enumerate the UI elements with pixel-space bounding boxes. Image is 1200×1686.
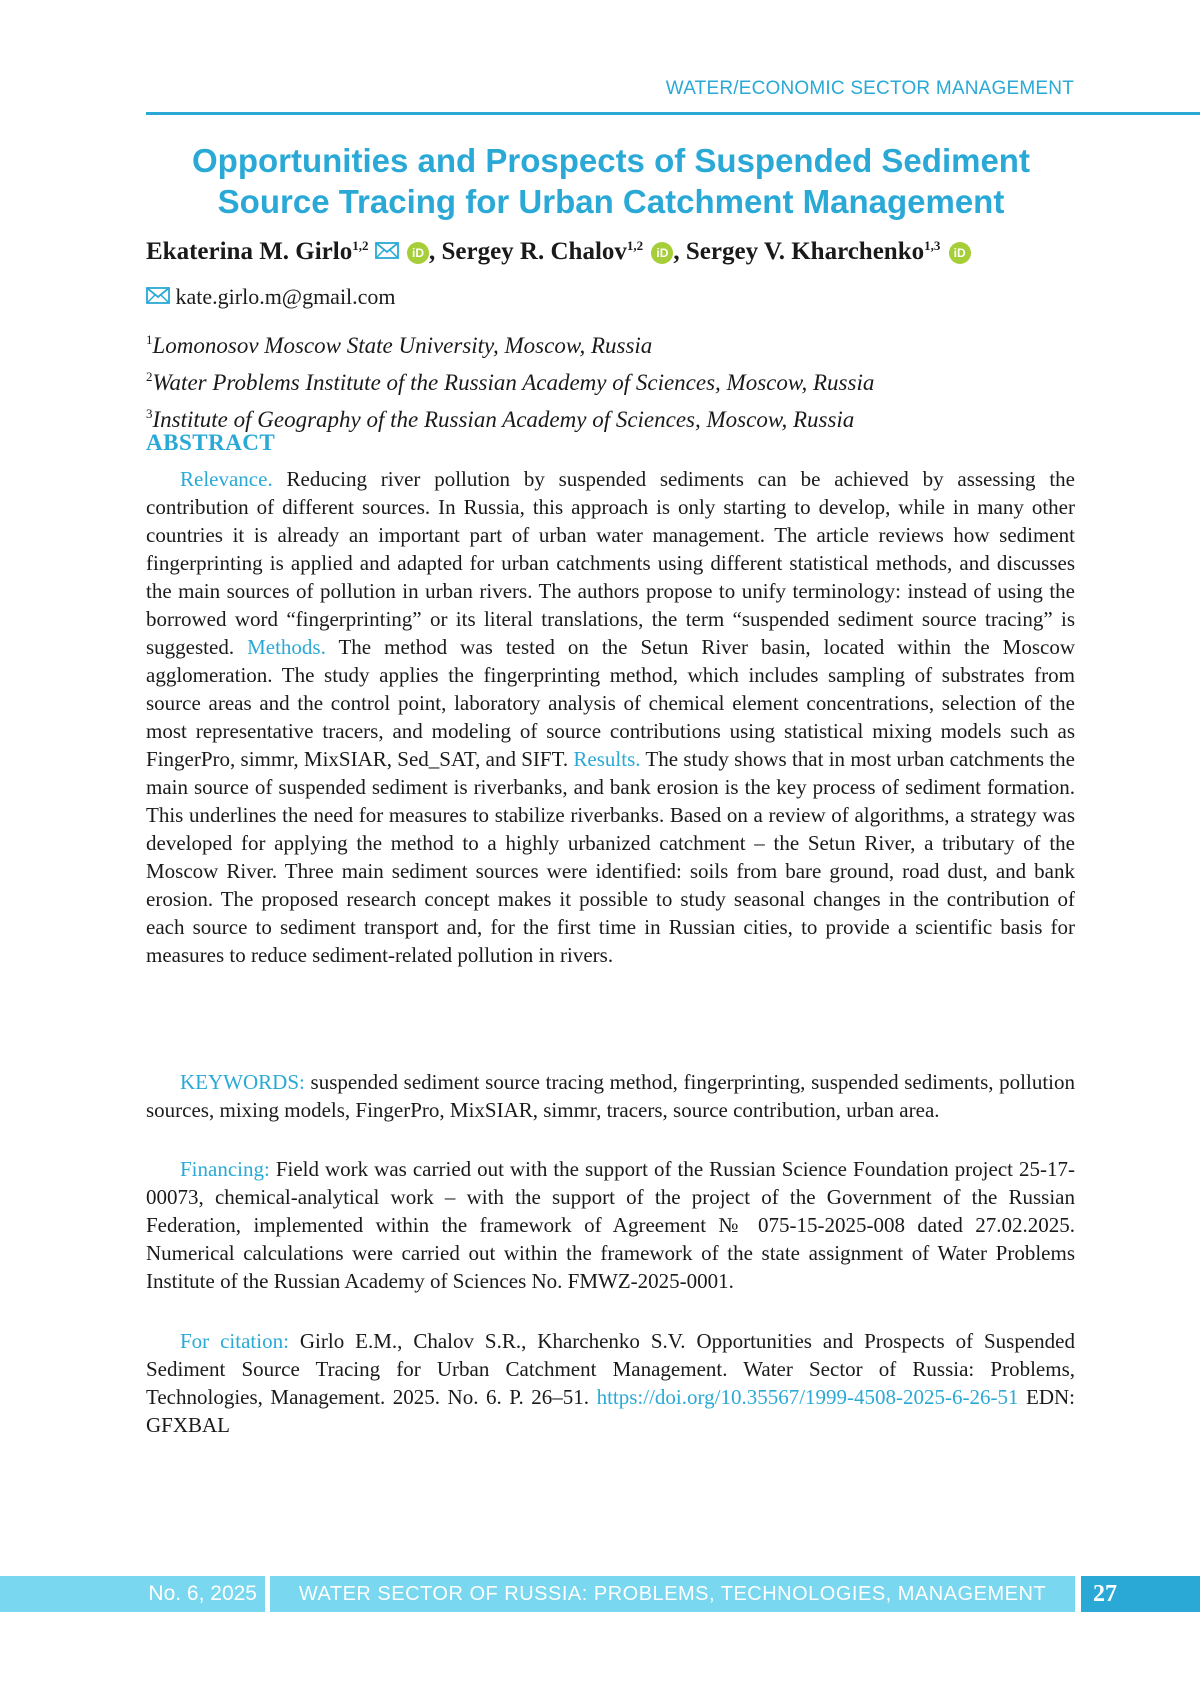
doi-link[interactable]: https://doi.org/10.35567/1999-4508-2025-6-26-51: [596, 1385, 1019, 1409]
section-header: [146, 78, 1200, 115]
mail-icon[interactable]: [375, 242, 399, 259]
keywords-label: KEYWORDS:: [180, 1070, 305, 1094]
abstract-heading: ABSTRACT: [146, 430, 276, 455]
author-name: Ekaterina M. Girlo: [146, 238, 353, 265]
author-affil: 1,3: [924, 238, 941, 253]
keywords: KEYWORDS: suspended sediment source tracing method, fingerprinting, suspended sediments, pollution sources, mixing models, FingerPro, MixSIAR, simmr, tracers, source contribution, urban area.: [146, 1070, 1075, 1122]
title-line-2: Source Tracing for Urban Catchment Management: [217, 183, 1005, 220]
edn-id: EDN: GFXBAL: [146, 1385, 1075, 1437]
page-number: 27: [1081, 1576, 1200, 1612]
financing-label: Financing:: [180, 1157, 270, 1181]
affiliation-item: $^1$Lomonosov Moscow State University, Moscow, Russia: [146, 332, 653, 358]
affiliation-item: $^3$Institute of Geography of the Russian Academy of Sciences, Moscow, Russia: [146, 406, 855, 432]
corresponding-email: [146, 284, 396, 310]
section-title: WATER/ECONOMIC SECTOR MANAGEMENT: [665, 78, 1074, 99]
affiliation-item: $^2$Water Problems Institute of the Russian Academy of Sciences, Moscow, Russia: [146, 369, 875, 395]
author-name: Sergey V. Kharchenko: [685, 238, 925, 265]
citation: For citation: Girlo E.M., Chalov S.R., Kharchenko S.V. Opportunities and Prospects of Suspended Sediment Source Tracing for Urban Catchment Management. Water Sector of Russia: Problems, Technologies, Management. 2025. No. 6. P. 26–51. https://doi.org/10.35567/1999-4508-2025-6-26-51 EDN: GFXBAL: [146, 1329, 1075, 1437]
citation-label: For citation:: [180, 1329, 289, 1353]
financing: Financing: Field work was carried out with the support of the Russian Science Foundation project 25-17-00073, chemical-analytical work – with the support of the project of the Government of the Russian Federation, implemented within the framework of Agreement № 075-15-2025-008 dated 27.02.2025. Numerical calculations were carried out within the framework of the state assignment of Water Problems Institute of the Russian Academy of Sciences No. FMWZ-2025-0001.: [146, 1157, 1075, 1293]
author-list: Ekaterina M. Girlo$^{1,2}$ iD , Sergey R. Chalov$^{1,2}$ iD , Sergey V. Kharchenko$^{1,3}$ iD: [146, 238, 971, 266]
results-label: Results.: [573, 747, 641, 771]
mail-icon: [146, 287, 170, 304]
author-affil: 1,2: [626, 238, 644, 253]
author-affil: 1,2: [352, 238, 369, 253]
footer-journal: WATER SECTOR OF RUSSIA: PROBLEMS, TECHNOLOGIES, MANAGEMENT: [270, 1576, 1075, 1612]
article-title: [146, 140, 1076, 222]
affiliation-list: [146, 324, 874, 435]
abstract-text: Relevance. Reducing river pollution by suspended sediments can be achieved by assessing the contribution of different sources. In Russia, this approach is only starting to develop, while in many other countries it is already an important part of urban water management. The article reviews how sediment fingerprinting is applied and adapted for urban catchments using different statistical methods, and discusses the main sources of pollution in urban rivers. The authors propose to unify terminology: instead of using the borrowed word “fingerprinting” or its literal translations, the term “suspended sediment source tracing” is suggested. Methods. The method was tested on the Setun River basin, located within the Moscow agglomeration. The study applies the fingerprinting method, which includes sampling of substrates from source areas and the control point, laboratory analysis of chemical element concentrations, selection of the most representative tracers, and modeling of source contributions using statistical mixing models such as FingerPro, simmr, MixSIAR, Sed_SAT, and SIFT. Results. The study shows that in most urban catchments the main source of suspended sediment is riverbanks, and bank erosion is the key process of sediment formation. This underlines the need for measures to stabilize riverbanks. Based on a review of algorithms, a strategy was developed for applying the method to a highly urbanized catchment – the Setun River, a tributary of the Moscow River. Three main sediment sources were identified: soils from bare ground, road dust, and bank erosion. The proposed research concept makes it possible to study seasonal changes in the contribution of each source to sediment transport and, for the first time in Russian cities, to provide a scientific basis for measures to reduce sediment-related pollution in rivers.: [146, 467, 1075, 967]
footer-issue: No. 6, 2025: [0, 1576, 265, 1612]
page-footer: [0, 1576, 1200, 1612]
author-name: Sergey R. Chalov: [441, 238, 627, 265]
title-line-1: Opportunities and Prospects of Suspended Sediment: [192, 142, 1030, 179]
email-address[interactable]: kate.girlo.m@gmail.com: [175, 284, 396, 309]
orcid-icon[interactable]: iD: [651, 242, 673, 264]
methods-label: Methods.: [247, 635, 326, 659]
orcid-icon[interactable]: iD: [407, 242, 429, 264]
orcid-icon[interactable]: iD: [949, 242, 971, 264]
relevance-label: Relevance.: [180, 467, 273, 491]
